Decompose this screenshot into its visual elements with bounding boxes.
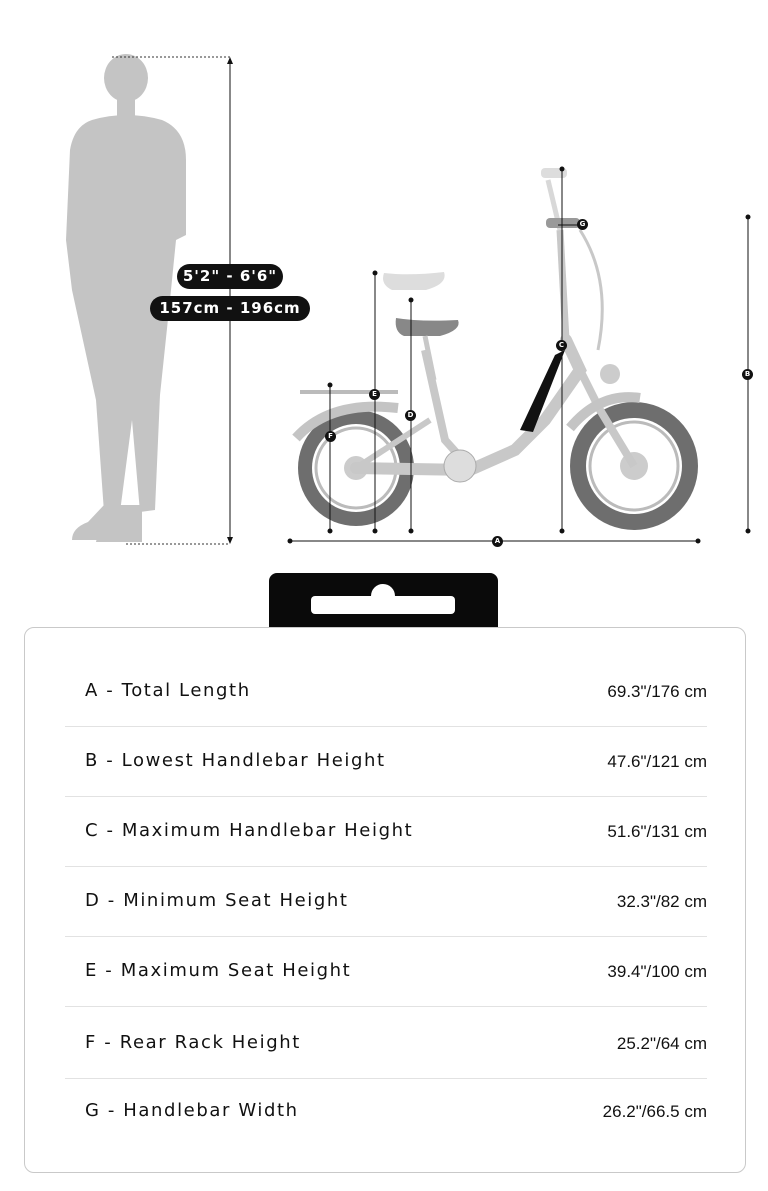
marker-c: C: [556, 340, 567, 351]
spec-label: E - Maximum Seat Height: [85, 960, 352, 981]
marker-g: G: [577, 219, 588, 230]
height-range-metric: 157cm - 196cm: [150, 296, 310, 321]
spec-label: D - Minimum Seat Height: [85, 890, 349, 911]
spec-label: F - Rear Rack Height: [85, 1032, 301, 1053]
spec-label: B - Lowest Handlebar Height: [85, 750, 386, 771]
spec-value: 69.3"/176 cm: [607, 682, 707, 701]
spec-value: 51.6"/131 cm: [607, 822, 707, 841]
spec-value: 47.6"/121 cm: [607, 752, 707, 771]
marker-a: A: [492, 536, 503, 547]
spec-row: [65, 656, 707, 727]
spec-row: [65, 866, 707, 937]
spec-value: 32.3"/82 cm: [616, 892, 707, 911]
spec-label: G - Handlebar Width: [85, 1100, 299, 1121]
spec-value: 25.2"/64 cm: [616, 1034, 707, 1053]
spec-row: [65, 1076, 707, 1146]
marker-b: B: [742, 369, 753, 380]
marker-d: D: [405, 410, 416, 421]
marker-e: E: [369, 389, 380, 400]
specs-card: [24, 627, 746, 1173]
spec-row: [65, 936, 707, 1007]
height-range-imperial: 5'2" - 6'6": [177, 264, 283, 289]
marker-f: F: [325, 431, 336, 442]
ebike-dimension-diagram: [0, 0, 768, 560]
spec-row: [65, 1008, 707, 1079]
spec-label: A - Total Length: [85, 680, 251, 701]
ebike-illustration: [296, 168, 698, 530]
spec-label: C - Maximum Handlebar Height: [85, 820, 414, 841]
spec-row: [65, 796, 707, 867]
spec-value: 26.2"/66.5 cm: [602, 1102, 707, 1121]
spec-row: [65, 726, 707, 797]
card-hanger-tab: [269, 573, 498, 628]
spec-value: 39.4"/100 cm: [607, 962, 707, 981]
